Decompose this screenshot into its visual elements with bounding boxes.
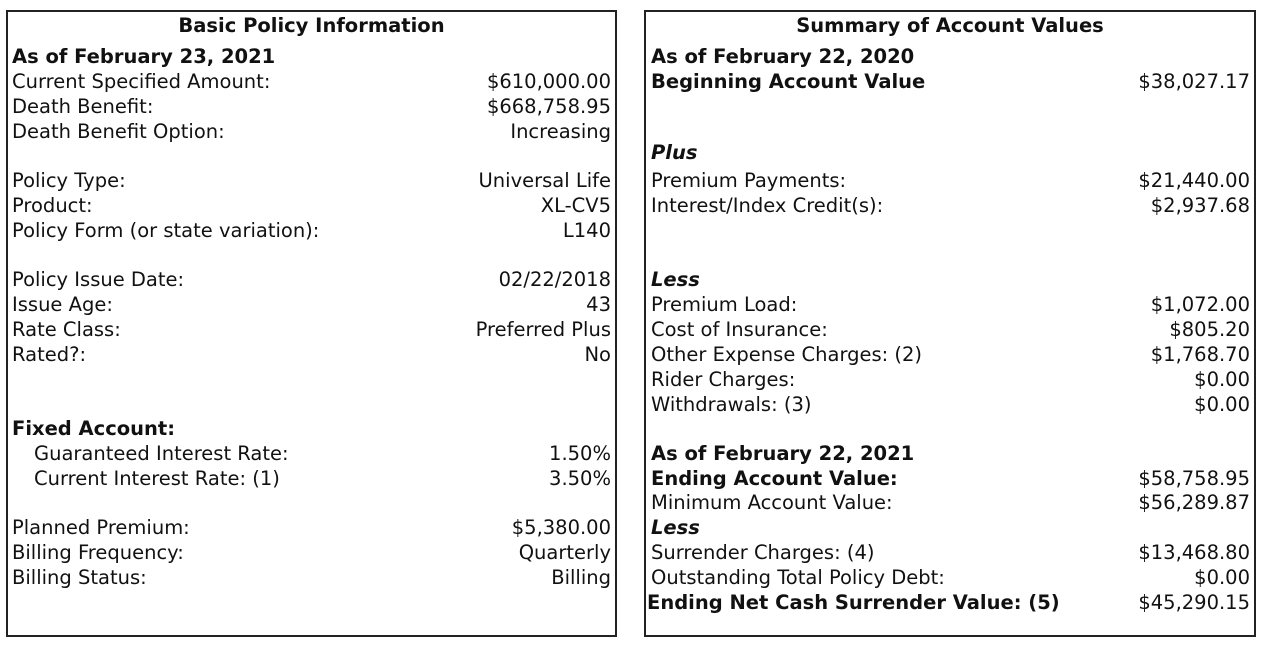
policy-value: $668,758.95 xyxy=(486,95,611,118)
less-row xyxy=(651,367,1250,392)
less-heading: Less xyxy=(651,268,700,291)
ending-value-row xyxy=(651,466,1250,491)
fixed-account-value: 3.50% xyxy=(549,467,611,490)
premium-row xyxy=(12,540,611,565)
premium-row xyxy=(12,565,611,590)
beginning-value: $38,027.17 xyxy=(1138,70,1250,93)
fixed-account-label: Current Interest Rate: (1) xyxy=(34,467,280,490)
premium-label: Billing Frequency: xyxy=(12,541,184,564)
less-value: $1,768.70 xyxy=(1150,343,1250,366)
policy-row xyxy=(12,267,611,292)
less-value: $0.00 xyxy=(1194,368,1250,391)
policy-row xyxy=(12,342,611,367)
fixed-account-heading-row xyxy=(12,416,611,441)
less2-heading: Less xyxy=(651,516,700,539)
less-label: Cost of Insurance: xyxy=(651,318,828,341)
less-row xyxy=(651,292,1250,317)
less-value: $805.20 xyxy=(1169,318,1250,341)
less-value: $0.00 xyxy=(1194,393,1250,416)
plus-row xyxy=(651,168,1250,193)
end-as-of-row xyxy=(651,441,1250,466)
policy-label: Policy Issue Date: xyxy=(12,268,185,291)
policy-label: Rate Class: xyxy=(12,318,121,341)
premium-label: Billing Status: xyxy=(12,566,147,589)
policy-value: Preferred Plus xyxy=(475,318,611,341)
policy-label: Issue Age: xyxy=(12,293,113,316)
minimum-value: $56,289.87 xyxy=(1138,491,1250,514)
ending-value: $58,758.95 xyxy=(1138,467,1250,490)
end-as-of: As of February 22, 2021 xyxy=(651,442,915,465)
plus-heading: Plus xyxy=(651,141,698,164)
policy-row xyxy=(12,168,611,193)
fixed-account-value: 1.50% xyxy=(549,442,611,465)
policy-value: L140 xyxy=(562,219,611,242)
less-label: Rider Charges: xyxy=(651,368,796,391)
basic-policy-title: Basic Policy Information xyxy=(178,14,445,37)
policy-label: Policy Form (or state variation): xyxy=(12,219,320,242)
less-row xyxy=(651,342,1250,367)
policy-value: No xyxy=(584,343,611,366)
policy-value: 02/22/2018 xyxy=(498,268,611,291)
fixed-account-row xyxy=(12,441,611,466)
plus-heading-row xyxy=(651,140,1250,165)
policy-label: Rated?: xyxy=(12,343,87,366)
plus-value: $2,937.68 xyxy=(1150,194,1250,217)
premium-value: Billing xyxy=(551,566,611,589)
less2-row xyxy=(651,540,1250,565)
policy-value: $610,000.00 xyxy=(486,70,611,93)
policy-label: Death Benefit: xyxy=(12,95,154,118)
policy-row xyxy=(12,292,611,317)
basic-as-of-row xyxy=(12,44,611,69)
beginning-value-row xyxy=(651,69,1250,94)
policy-row xyxy=(12,119,611,144)
fixed-account-label: Guaranteed Interest Rate: xyxy=(34,442,289,465)
policy-row xyxy=(12,193,611,218)
plus-row xyxy=(651,193,1250,218)
premium-value: Quarterly xyxy=(518,541,611,564)
policy-label: Current Specified Amount: xyxy=(12,70,271,93)
less-label: Premium Load: xyxy=(651,293,798,316)
less2-label: Surrender Charges: (4) xyxy=(651,541,875,564)
less-label: Other Expense Charges: (2) xyxy=(651,343,923,366)
policy-row xyxy=(12,317,611,342)
policy-row xyxy=(12,218,611,243)
plus-label: Interest/Index Credit(s): xyxy=(651,194,884,217)
plus-label: Premium Payments: xyxy=(651,169,847,192)
policy-value: Increasing xyxy=(510,120,611,143)
basic-as-of: As of February 23, 2021 xyxy=(12,45,276,68)
beginning-value-label: Beginning Account Value xyxy=(651,70,926,93)
net-surrender-row xyxy=(647,590,1250,615)
less2-row xyxy=(651,565,1250,590)
minimum-value-row xyxy=(651,490,1250,515)
premium-value: $5,380.00 xyxy=(511,516,611,539)
begin-as-of: As of February 22, 2020 xyxy=(651,45,915,68)
less-heading-row xyxy=(651,267,1250,292)
premium-label: Planned Premium: xyxy=(12,516,190,539)
policy-row xyxy=(12,69,611,94)
less2-label: Outstanding Total Policy Debt: xyxy=(651,566,945,589)
ending-value-label: Ending Account Value: xyxy=(651,467,898,490)
policy-label: Policy Type: xyxy=(12,169,126,192)
basic-policy-panel xyxy=(6,10,617,637)
policy-row xyxy=(12,94,611,119)
less-label: Withdrawals: (3) xyxy=(651,393,812,416)
less2-heading-row xyxy=(651,515,1250,540)
fixed-account-heading: Fixed Account: xyxy=(12,417,176,440)
plus-value: $21,440.00 xyxy=(1138,169,1250,192)
less-row xyxy=(651,317,1250,342)
minimum-value-label: Minimum Account Value: xyxy=(651,491,893,514)
policy-value: Universal Life xyxy=(478,169,611,192)
policy-value: XL-CV5 xyxy=(540,194,611,217)
fixed-account-row xyxy=(12,466,611,491)
account-summary-title: Summary of Account Values xyxy=(796,14,1104,37)
policy-label: Product: xyxy=(12,194,93,217)
premium-row xyxy=(12,515,611,540)
less2-value: $13,468.80 xyxy=(1138,541,1250,564)
net-surrender-value: $45,290.15 xyxy=(1138,591,1250,614)
policy-label: Death Benefit Option: xyxy=(12,120,225,143)
policy-value: 43 xyxy=(586,293,611,316)
begin-as-of-row xyxy=(651,44,1250,69)
less-value: $1,072.00 xyxy=(1150,293,1250,316)
net-surrender-label: Ending Net Cash Surrender Value: (5) xyxy=(647,591,1060,614)
less-row xyxy=(651,392,1250,417)
less2-value: $0.00 xyxy=(1194,566,1250,589)
account-summary-panel xyxy=(644,10,1256,637)
